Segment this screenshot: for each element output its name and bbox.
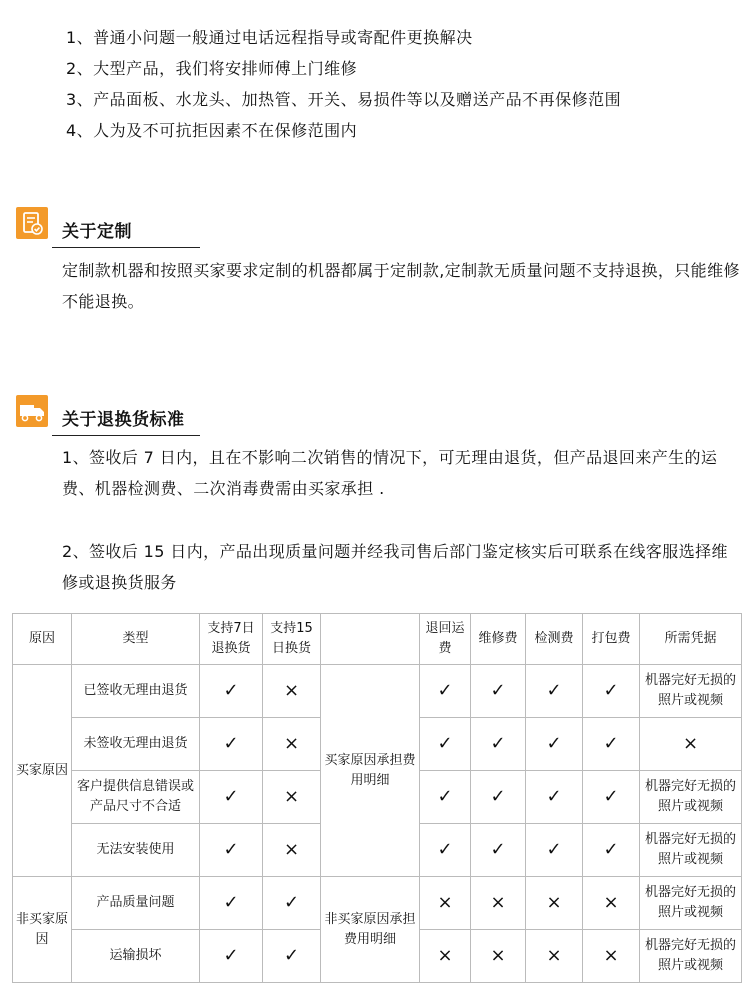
cell-return-shipping: ✓ xyxy=(420,718,471,771)
table-header-row xyxy=(13,614,742,665)
header-repair-fee: 维修费 xyxy=(471,614,526,665)
cell-packing-fee: ✓ xyxy=(583,824,640,877)
cell-required-proof: 机器完好无损的照片或视频 xyxy=(640,930,742,983)
cell-repair-fee: × xyxy=(471,877,526,930)
note-item: 1、普通小问题一般通过电话远程指导或寄配件更换解决 xyxy=(66,28,473,47)
group-buyer-reason: 买家原因 xyxy=(13,665,72,877)
cell-return-shipping: ✓ xyxy=(420,824,471,877)
header-inspection-fee: 检测费 xyxy=(526,614,583,665)
cell-15day-exchange: × xyxy=(263,771,321,824)
cell-return-shipping: ✓ xyxy=(420,665,471,718)
cell-inspection-fee: × xyxy=(526,877,583,930)
header-required-proof: 所需凭据 xyxy=(640,614,742,665)
note-item: 2、大型产品，我们将安排师傅上门维修 xyxy=(66,59,358,78)
section-divider xyxy=(52,247,200,248)
cell-repair-fee: ✓ xyxy=(471,824,526,877)
header-7day-return: 支持7日退换货 xyxy=(200,614,263,665)
cell-7day-return: ✓ xyxy=(200,877,263,930)
header-type: 类型 xyxy=(72,614,200,665)
cell-repair-fee: × xyxy=(471,930,526,983)
cell-required-proof: × xyxy=(640,718,742,771)
header-reason: 原因 xyxy=(13,614,72,665)
row-type: 已签收无理由退货 xyxy=(72,665,200,718)
row-type: 客户提供信息错误或产品尺寸不合适 xyxy=(72,771,200,824)
table-row xyxy=(13,877,742,930)
header-15day-exchange: 支持15日换货 xyxy=(263,614,321,665)
section-divider xyxy=(52,435,200,436)
row-type: 无法安装使用 xyxy=(72,824,200,877)
cell-15day-exchange: × xyxy=(263,824,321,877)
cell-required-proof: 机器完好无损的照片或视频 xyxy=(640,771,742,824)
cell-return-shipping: × xyxy=(420,877,471,930)
cell-inspection-fee: ✓ xyxy=(526,665,583,718)
non-buyer-fee-detail: 非买家原因承担费用明细 xyxy=(321,877,420,983)
cell-repair-fee: ✓ xyxy=(471,665,526,718)
cell-packing-fee: ✓ xyxy=(583,665,640,718)
header-return-shipping: 退回运费 xyxy=(420,614,471,665)
note-item: 4、人为及不可抗拒因素不在保修范围内 xyxy=(66,121,358,140)
return-policy-table xyxy=(12,613,742,983)
cell-repair-fee: ✓ xyxy=(471,718,526,771)
returns-section-title: 关于退换货标准 xyxy=(62,410,185,430)
cell-7day-return: ✓ xyxy=(200,824,263,877)
cell-packing-fee: × xyxy=(583,930,640,983)
header-blank xyxy=(321,614,420,665)
cell-7day-return: ✓ xyxy=(200,718,263,771)
cell-return-shipping: ✓ xyxy=(420,771,471,824)
group-non-buyer-reason: 非买家原因 xyxy=(13,877,72,983)
service-notes-list xyxy=(66,22,621,146)
returns-policy-paragraph-2: 2、签收后 15 日内，产品出现质量问题并经我司售后部门鉴定核实后可联系在线客服选择维修或退换货服务 xyxy=(62,542,728,592)
cell-required-proof: 机器完好无损的照片或视频 xyxy=(640,824,742,877)
returns-section-header xyxy=(16,395,206,435)
note-item: 3、产品面板、水龙头、加热管、开关、易损件等以及赠送产品不再保修范围 xyxy=(66,90,622,109)
cell-repair-fee: ✓ xyxy=(471,771,526,824)
cell-inspection-fee: ✓ xyxy=(526,718,583,771)
cell-15day-exchange: × xyxy=(263,665,321,718)
cell-required-proof: 机器完好无损的照片或视频 xyxy=(640,877,742,930)
custom-section-title: 关于定制 xyxy=(62,222,132,242)
buyer-fee-detail: 买家原因承担费用明细 xyxy=(321,665,420,877)
cell-packing-fee: ✓ xyxy=(583,771,640,824)
cell-inspection-fee: ✓ xyxy=(526,771,583,824)
cell-15day-exchange: ✓ xyxy=(263,877,321,930)
cell-return-shipping: × xyxy=(420,930,471,983)
row-type: 运输损坏 xyxy=(72,930,200,983)
cell-inspection-fee: ✓ xyxy=(526,824,583,877)
custom-section-header xyxy=(16,207,206,247)
cell-required-proof: 机器完好无损的照片或视频 xyxy=(640,665,742,718)
custom-policy-text: 定制款机器和按照买家要求定制的机器都属于定制款,定制款无质量问题不支持退换，只能维修不能退换。 xyxy=(62,261,740,311)
returns-policy-paragraph-1: 1、签收后 7 日内，且在不影响二次销售的情况下，可无理由退货，但产品退回来产生的运费、机器检测费、二次消毒费需由买家承担 . xyxy=(62,448,718,498)
cell-7day-return: ✓ xyxy=(200,665,263,718)
table-row xyxy=(13,665,742,718)
header-packing-fee: 打包费 xyxy=(583,614,640,665)
cell-15day-exchange: ✓ xyxy=(263,930,321,983)
row-type: 未签收无理由退货 xyxy=(72,718,200,771)
row-type: 产品质量问题 xyxy=(72,877,200,930)
cell-15day-exchange: × xyxy=(263,718,321,771)
delivery-truck-icon xyxy=(16,395,48,427)
cell-packing-fee: ✓ xyxy=(583,718,640,771)
cell-7day-return: ✓ xyxy=(200,930,263,983)
cell-inspection-fee: × xyxy=(526,930,583,983)
cell-7day-return: ✓ xyxy=(200,771,263,824)
cell-packing-fee: × xyxy=(583,877,640,930)
document-check-icon xyxy=(16,207,48,239)
